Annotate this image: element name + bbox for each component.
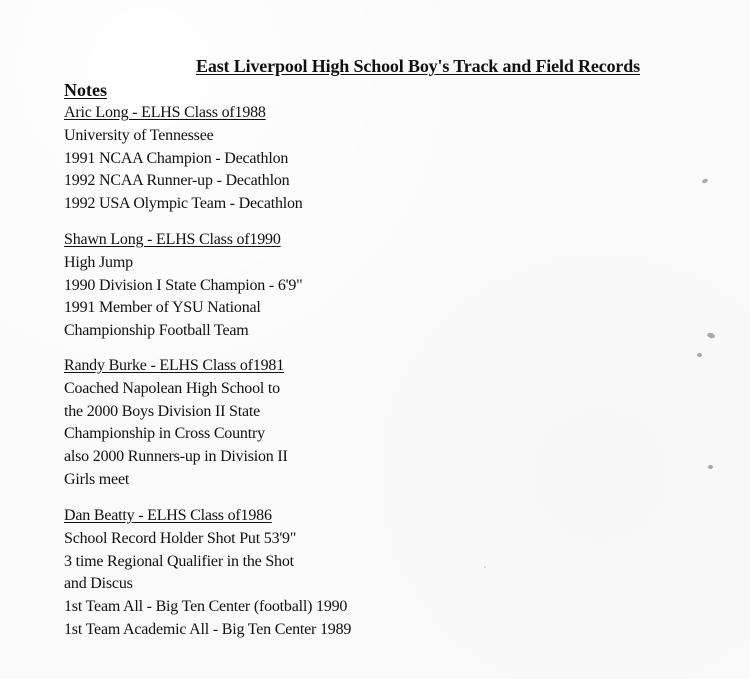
section-line: 1992 USA Olympic Team - Decathlon	[64, 195, 303, 213]
section-line: also 2000 Runners-up in Division II	[64, 448, 288, 466]
scan-speck	[706, 332, 715, 339]
section-header: Randy Burke - ELHS Class of1981	[64, 357, 285, 374]
section-line: 1st Team Academic All - Big Ten Center 1989	[64, 620, 352, 638]
scan-speck	[708, 465, 713, 469]
section-line: the 2000 Boys Division II State	[64, 402, 261, 420]
section-line: 3 time Regional Qualifier in the Shot	[64, 552, 294, 570]
note-section-dan-beatty	[64, 505, 351, 642]
scan-speck	[484, 566, 486, 568]
section-header: Shawn Long - ELHS Class of1990	[64, 231, 281, 248]
section-line: 1991 Member of YSU National	[64, 299, 261, 317]
scan-speck	[697, 353, 702, 357]
section-line: University of Tennessee	[64, 126, 214, 144]
section-line: High Jump	[64, 253, 133, 271]
scan-speck	[701, 178, 708, 184]
section-line: 1st Team All - Big Ten Center (football) 1990	[64, 598, 348, 616]
section-line: School Record Holder Shot Put 53'9"	[64, 529, 297, 547]
note-section-randy-burke	[64, 355, 288, 492]
section-line: Coached Napolean High School to	[64, 379, 280, 397]
section-header: Aric Long - ELHS Class of1988	[64, 104, 266, 121]
section-line: 1990 Division I State Champion - 6'9"	[64, 276, 303, 294]
section-line: Girls meet	[64, 470, 130, 488]
section-line: 1991 NCAA Champion - Decathlon	[64, 149, 289, 167]
section-line: and Discus	[64, 575, 133, 593]
note-section-aric-long	[64, 102, 303, 216]
section-line: Championship Football Team	[64, 322, 249, 340]
document-title: East Liverpool High School Boy's Track and Field Records	[196, 56, 640, 76]
section-header: Dan Beatty - ELHS Class of1986	[64, 507, 272, 524]
section-line: Championship in Cross Country	[64, 425, 265, 443]
notes-heading: Notes	[64, 80, 107, 100]
note-section-shawn-long	[64, 229, 302, 343]
section-line: 1992 NCAA Runner-up - Decathlon	[64, 172, 290, 190]
